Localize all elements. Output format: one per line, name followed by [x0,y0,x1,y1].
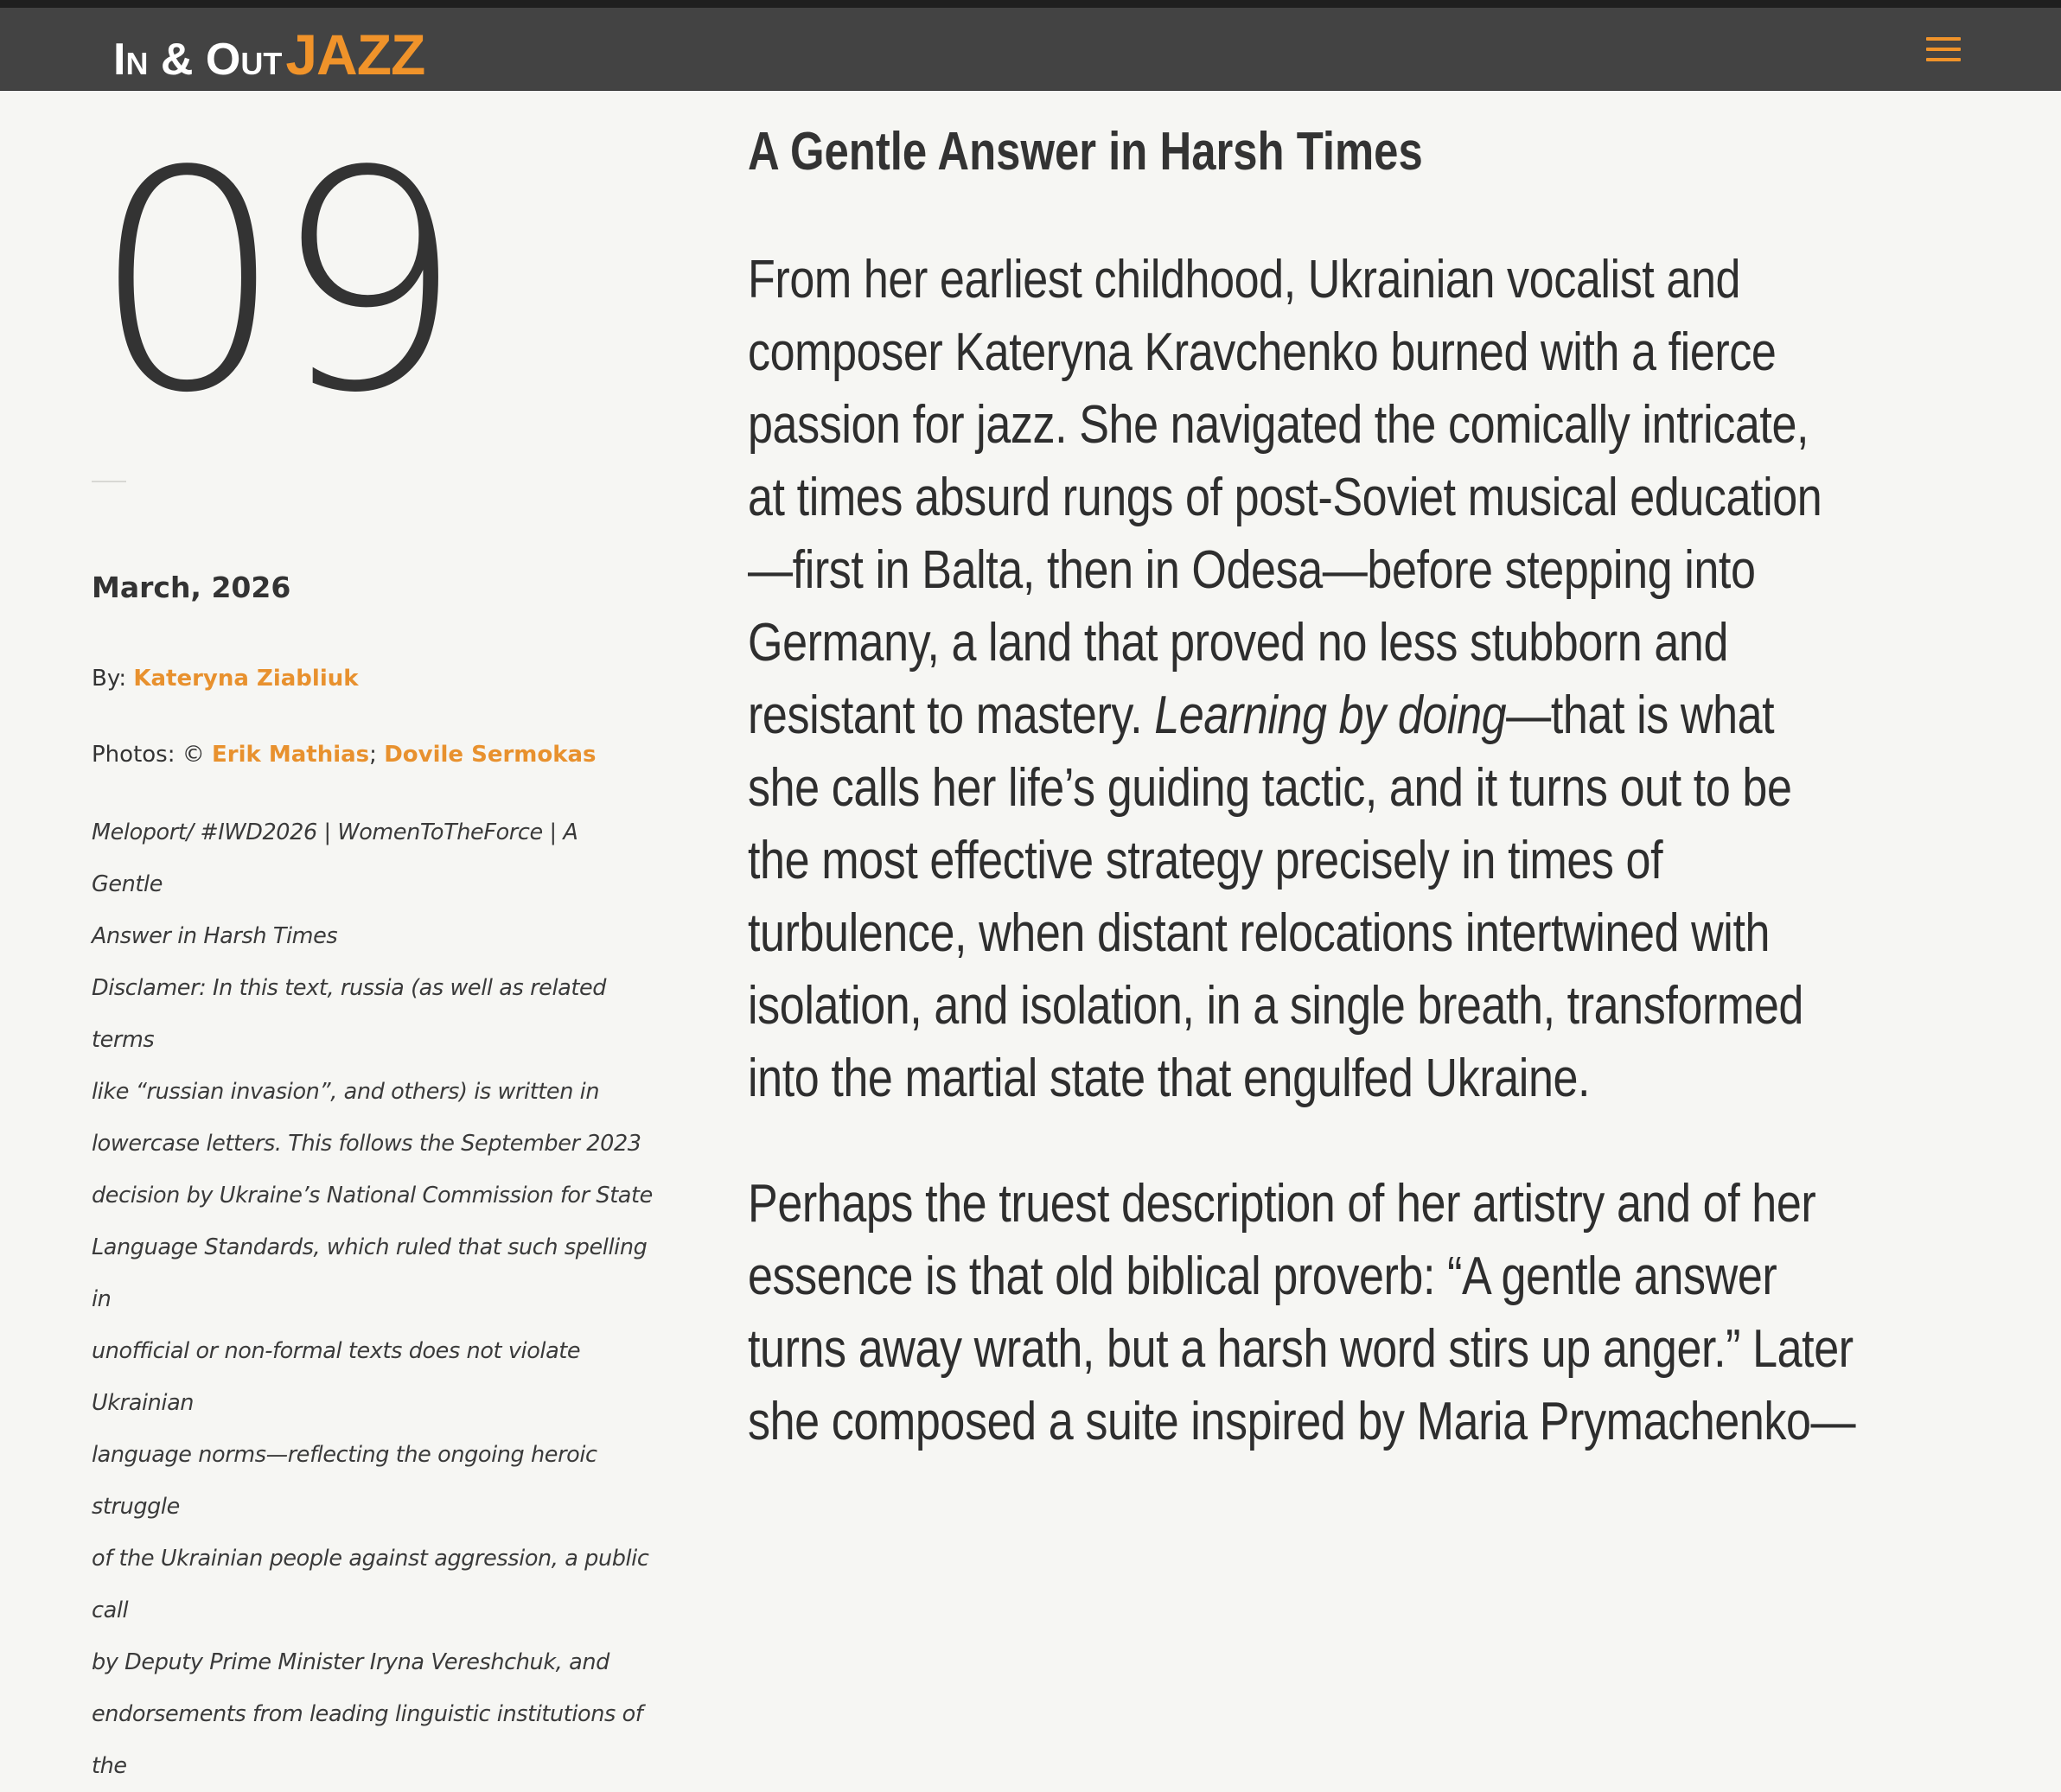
article-caption [92,807,654,962]
article-paragraph-1 [748,244,1822,1115]
menu-bar [1926,58,1961,61]
paragraph-line: she calls her life’s guiding tactic, and it turns out to be [748,758,1792,818]
disclaimer [92,962,654,1792]
paragraph-line: into the martial state that engulfed Ukraine. [748,1049,1591,1108]
emphasis-learning-by-doing: Learning by doing [1154,686,1507,745]
logo-text-jazz: JAZZ [285,22,425,86]
paragraph-text: resistant to mastery. [748,686,1155,745]
disclaimer-line: endorsements from leading linguistic institutions of the [92,1701,643,1779]
disclaimer-line: like “russian invasion”, and others) is written in [92,1079,600,1105]
disclaimer-line: language norms—reflecting the ongoing heroic struggle [92,1442,597,1520]
paragraph-line: Germany, a land that proved no less stubborn and [748,613,1729,673]
author-line [92,666,359,692]
publish-month-year: March, 2026 [92,571,291,604]
disclaimer-line: Disclamer: In this text, russia (as well as related terms [92,975,607,1053]
photographer-link-2[interactable]: Dovile Sermokas [384,742,597,768]
paragraph-line: turns away wrath, but a harsh word stirs up anger.” Later [748,1319,1854,1379]
disclaimer-line: unofficial or non-formal texts does not violate Ukrainian [92,1338,581,1416]
paragraph-line: the most effective strategy precisely in times of [748,831,1663,890]
disclaimer-line: of the Ukrainian people against aggression, a public call [92,1546,649,1623]
paragraph-line: Perhaps the truest description of her artistry and of her [748,1174,1816,1234]
disclaimer-line: by Deputy Prime Minister Iryna Vereshchuk, and [92,1649,609,1675]
paragraph-line: she composed a suite inspired by Maria Prymachenko— [748,1392,1856,1451]
paragraph-text: —that is what [1506,686,1775,745]
publish-day: 09 [92,106,453,459]
paragraph-line: passion for jazz. She navigated the comically intricate, [748,395,1809,455]
disclaimer-line: Language Standards, which ruled that such spelling in [92,1234,648,1312]
menu-bar [1926,37,1961,41]
paragraph-line: —first in Balta, then in Odesa—before stepping into [748,540,1756,600]
paragraph-line: From her earliest childhood, Ukrainian vocalist and [748,250,1741,309]
photos-label: Photos: © [92,742,213,768]
top-strip [0,0,2061,8]
article-paragraph-2 [748,1168,1856,1458]
article-title: A Gentle Answer in Harsh Times [748,122,1423,182]
paragraph-line [748,679,1786,752]
disclaimer-line: decision by Ukraine’s National Commission for State [92,1183,653,1208]
menu-bar [1926,48,1961,51]
author-link[interactable]: Kateryna Ziabliuk [133,666,359,692]
site-header [0,8,2061,91]
photo-credits-line [92,742,597,768]
site-logo[interactable] [113,22,425,86]
paragraph-line: essence is that old biblical proverb: “A gentle answer [748,1247,1777,1306]
paragraph-line: composer Kateryna Kravchenko burned with a fierce [748,322,1777,382]
divider [92,481,126,482]
paragraph-line: turbulence, when distant relocations intertwined with [748,903,1771,963]
photo-separator: ; [369,742,385,768]
by-label: By: [92,666,134,692]
hamburger-menu-icon[interactable] [1923,30,1964,68]
caption-line: Answer in Harsh Times [92,923,338,949]
caption-line: Meloport/ #IWD2026 | WomenToTheForce | A Gentle [92,819,578,897]
logo-text-in-out: In & Out [113,35,283,85]
photographer-link-1[interactable]: Erik Mathias [212,742,370,768]
paragraph-line: at times absurd rungs of post-Soviet musical education [748,468,1822,527]
disclaimer-line: lowercase letters. This follows the September 2023 [92,1131,641,1157]
paragraph-line: isolation, and isolation, in a single breath, transformed [748,976,1803,1036]
